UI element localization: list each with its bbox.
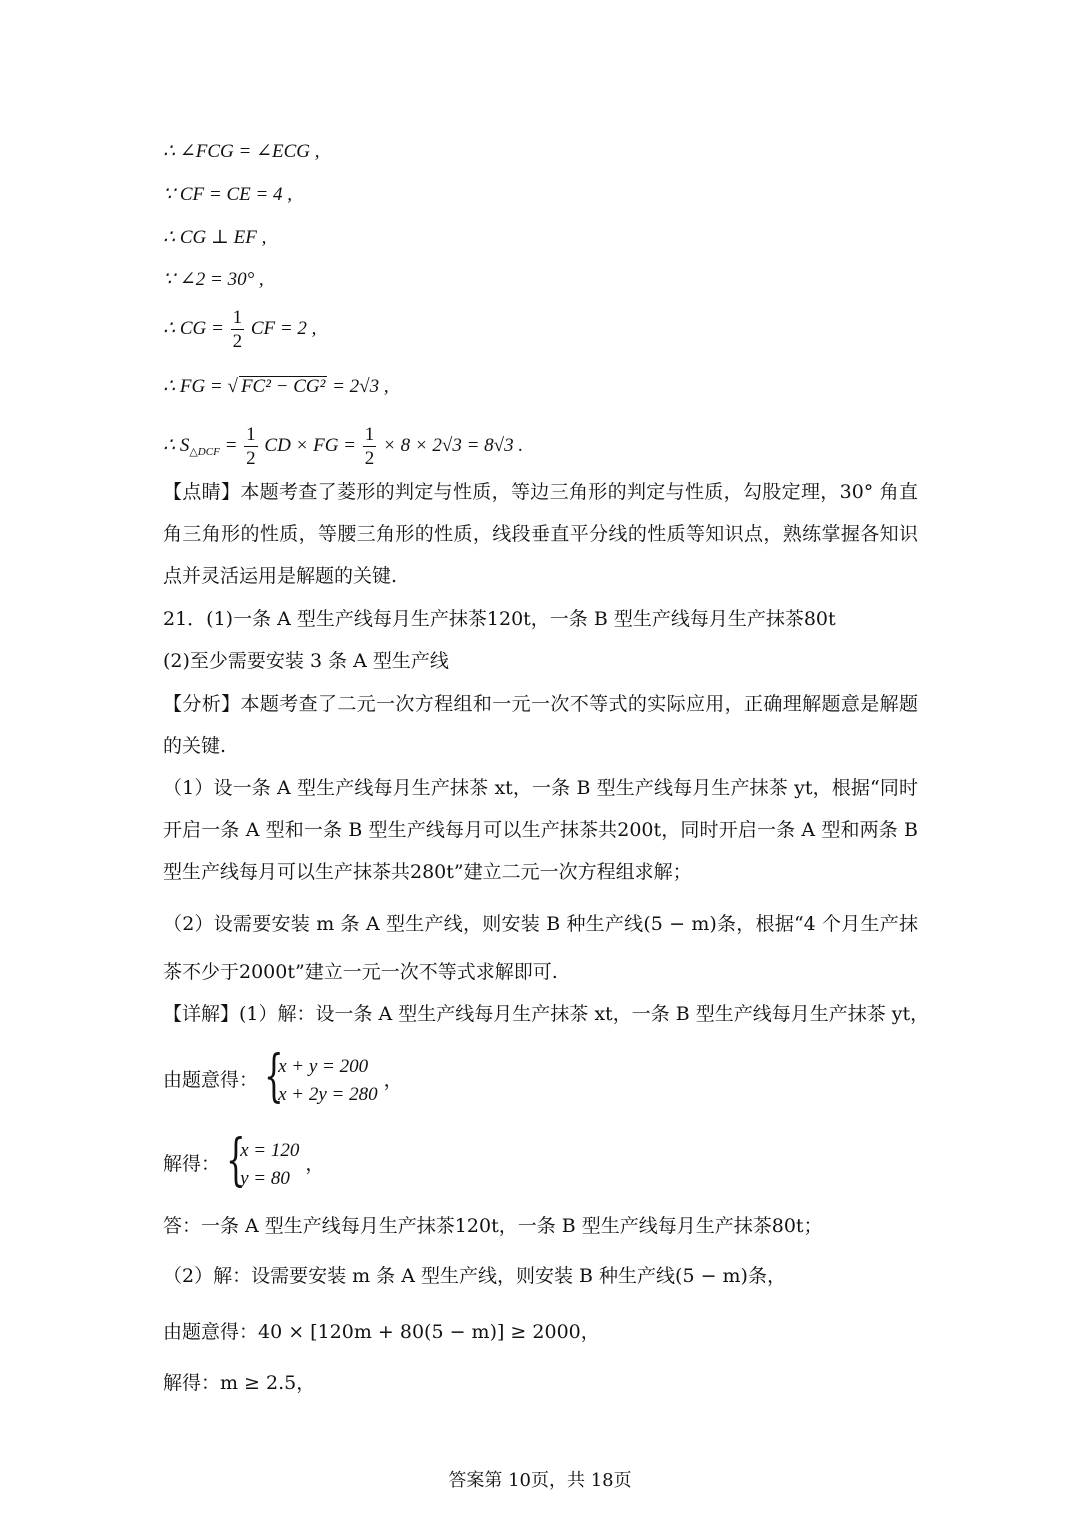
fraction-half (363, 425, 377, 468)
area-symbol: ∴ S (163, 434, 190, 456)
area-part-b: × 8 × 2√3 = 8√3 . (383, 434, 524, 456)
system-label: 解得： (163, 1153, 221, 1175)
q21-answer-2: (2)至少需要安装 3 条 A 型生产线 (163, 650, 449, 672)
equation-system-1 (163, 1044, 403, 1109)
fraction-numerator: 1 (364, 424, 375, 445)
detail-intro: 【详解】(1）解：设一条 A 型生产线每月生产抹茶 xt，一条 B 型生产线每月生产抹茶 yt， (163, 1003, 930, 1025)
equation-2: x + 2y = 280 (278, 1084, 378, 1105)
step-cg-value (163, 308, 316, 351)
system-end: ， (383, 1069, 403, 1091)
analysis-paragraph: 【分析】本题考查了二元一次方程组和一元一次不等式的实际应用，正确理解题意是解题的关键. (163, 693, 918, 757)
fraction-denominator: 2 (232, 331, 243, 352)
inequality-solution: 解得：m ≥ 2.5， (163, 1372, 316, 1394)
brace-icon: { (226, 1128, 246, 1193)
inequality: 由题意得：40 × [120m + 80(5 − m)] ≥ 2000， (163, 1321, 600, 1343)
step-cf-ce: ∵ CF = CE = 4 , (163, 184, 293, 205)
step-area (163, 425, 523, 468)
part-2-setup: （2）解：设需要安装 m 条 A 型生产线，则安装 B 种生产线(5 − m)条， (163, 1265, 786, 1287)
step-fg-value (163, 376, 389, 396)
fraction-denominator: 2 (364, 448, 375, 469)
area-equals: = (224, 434, 238, 456)
system-label: 由题意得： (163, 1069, 259, 1091)
fraction-denominator: 2 (246, 448, 256, 469)
equation-1: x + y = 200 (278, 1056, 369, 1077)
analysis-part-1: （1）设一条 A 型生产线每月生产抹茶 xt，一条 B 型生产线每月生产抹茶 yt，根据“同时开启一条 A 型和一条 B 型生产线每月可以生产抹茶共200t，同时开启一条 A 型和两条 B 型生产线每月可以生产抹茶共280t”建立二元一次方程组求解； (163, 777, 918, 883)
fraction-half (231, 308, 245, 351)
brace-icon: { (264, 1044, 284, 1109)
step-angle-equal: ∴ ∠FCG = ∠ECG , (163, 141, 320, 162)
analysis-part-2: （2）设需要安装 m 条 A 型生产线，则安装 B 种生产线(5 − m)条，根据“4 个月生产抹茶不少于2000t”建立一元一次不等式求解即可. (163, 913, 918, 983)
step-angle-30: ∵ ∠2 = 30° , (163, 269, 264, 290)
fraction-numerator: 1 (232, 307, 243, 328)
equation-2: y = 80 (240, 1168, 290, 1189)
page-footer: 答案第 10页，共 18页 (448, 1470, 632, 1491)
step-cg-prefix: ∴ CG = (163, 317, 224, 339)
area-part-a: CD × FG = (264, 434, 357, 456)
answer-sentence: 答：一条 A 型生产线每月生产抹茶120t，一条 B 型生产线每月生产抹茶80t； (163, 1215, 823, 1237)
fraction-half (244, 425, 258, 468)
step-fg-prefix: ∴ FG = (163, 376, 223, 397)
q21-answer-1: 21．(1)一条 A 型生产线每月生产抹茶120t，一条 B 型生产线每月生产抹茶80t (163, 608, 836, 630)
note-paragraph: 【点睛】本题考查了菱形的判定与性质，等边三角形的判定与性质，勾股定理，30° 角直角三角形的性质，等腰三角形的性质，线段垂直平分线的性质等知识点，熟练掌握各知识点并灵活运用是解题的关键. (163, 481, 918, 587)
system-end: ， (305, 1153, 325, 1175)
equation-system (226, 1128, 300, 1193)
area-subscript: △DCF (189, 445, 220, 458)
fraction-numerator: 1 (246, 424, 256, 445)
equation-1: x = 120 (240, 1140, 300, 1161)
sqrt-radicand: FC² − CG² (240, 376, 326, 397)
step-fg-suffix: = 2√3 , (332, 376, 389, 397)
sqrt-icon: √ (227, 376, 238, 397)
equation-system-2 (163, 1128, 325, 1193)
equation-system (264, 1044, 378, 1109)
step-cg-perp-ef: ∴ CG ⊥ EF , (163, 227, 267, 248)
step-cg-suffix: CF = 2 , (250, 317, 317, 339)
